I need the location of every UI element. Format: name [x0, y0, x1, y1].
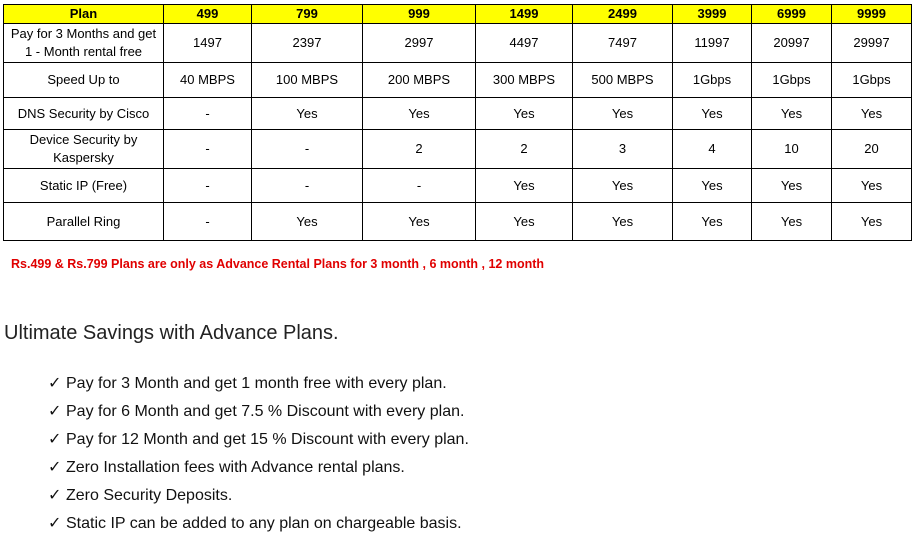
- table-row: [4, 98, 912, 130]
- benefit-text: Static IP can be added to any plan on chargeable basis.: [66, 515, 462, 532]
- table-cell: Yes: [752, 203, 832, 241]
- table-cell: Yes: [363, 203, 476, 241]
- table-cell: 500 MBPS: [573, 63, 673, 98]
- list-item: [48, 485, 469, 513]
- table-cell: 300 MBPS: [476, 63, 573, 98]
- table-cell: -: [164, 169, 252, 203]
- table-cell: 20: [832, 130, 912, 169]
- row-label: DNS Security by Cisco: [4, 98, 164, 130]
- row-label: Speed Up to: [4, 63, 164, 98]
- header-cell: 499: [164, 5, 252, 24]
- table-cell: Yes: [673, 98, 752, 130]
- checkmark-icon: ✓: [48, 459, 62, 476]
- table-cell: Yes: [673, 169, 752, 203]
- header-cell: 6999: [752, 5, 832, 24]
- table-cell: Yes: [752, 169, 832, 203]
- table-cell: Yes: [476, 169, 573, 203]
- table-cell: -: [164, 130, 252, 169]
- table-cell: Yes: [573, 98, 673, 130]
- header-cell: 999: [363, 5, 476, 24]
- header-cell: 9999: [832, 5, 912, 24]
- benefit-text: Pay for 3 Month and get 1 month free with every plan.: [66, 375, 447, 392]
- checkmark-icon: ✓: [48, 375, 62, 392]
- table-cell: 2397: [252, 24, 363, 63]
- list-item: [48, 513, 469, 541]
- table-cell: 2: [476, 130, 573, 169]
- table-cell: -: [363, 169, 476, 203]
- list-item: [48, 429, 469, 457]
- table-cell: Yes: [573, 169, 673, 203]
- table-cell: 10: [752, 130, 832, 169]
- header-cell: 2499: [573, 5, 673, 24]
- table-row: [4, 169, 912, 203]
- table-cell: 2: [363, 130, 476, 169]
- table-cell: Yes: [832, 98, 912, 130]
- table-row: [4, 203, 912, 241]
- row-label: Static IP (Free): [4, 169, 164, 203]
- checkmark-icon: ✓: [48, 403, 62, 420]
- table-cell: 29997: [832, 24, 912, 63]
- table-cell: 11997: [673, 24, 752, 63]
- list-item: [48, 457, 469, 485]
- table-row: [4, 24, 912, 63]
- table-cell: 200 MBPS: [363, 63, 476, 98]
- table-cell: 3: [573, 130, 673, 169]
- table-cell: 1Gbps: [673, 63, 752, 98]
- table-cell: Yes: [252, 203, 363, 241]
- plan-comparison-table: [3, 4, 912, 241]
- header-cell: 799: [252, 5, 363, 24]
- table-cell: 7497: [573, 24, 673, 63]
- table-cell: Yes: [832, 169, 912, 203]
- table-cell: 4: [673, 130, 752, 169]
- table-cell: -: [164, 203, 252, 241]
- checkmark-icon: ✓: [48, 431, 62, 448]
- checkmark-icon: ✓: [48, 515, 62, 532]
- table-cell: Yes: [252, 98, 363, 130]
- row-label: Pay for 3 Months and get 1 - Month rental free: [4, 24, 164, 63]
- row-label: Device Security by Kaspersky: [4, 130, 164, 169]
- table-cell: Yes: [752, 98, 832, 130]
- section-heading: Ultimate Savings with Advance Plans.: [4, 322, 339, 344]
- table-row: [4, 63, 912, 98]
- plan-note: Rs.499 & Rs.799 Plans are only as Advance Rental Plans for 3 month , 6 month , 12 month: [11, 257, 545, 271]
- benefit-text: Zero Security Deposits.: [66, 487, 233, 504]
- table-cell: 1497: [164, 24, 252, 63]
- table-cell: Yes: [363, 98, 476, 130]
- header-cell: Plan: [4, 5, 164, 24]
- table-cell: 1Gbps: [752, 63, 832, 98]
- header-cell: 1499: [476, 5, 573, 24]
- benefit-text: Zero Installation fees with Advance rental plans.: [66, 459, 405, 476]
- table-cell: 40 MBPS: [164, 63, 252, 98]
- table-cell: -: [164, 98, 252, 130]
- table-header-row: [4, 5, 912, 24]
- row-label: Parallel Ring: [4, 203, 164, 241]
- header-cell: 3999: [673, 5, 752, 24]
- table-cell: Yes: [476, 98, 573, 130]
- table-cell: Yes: [573, 203, 673, 241]
- table-cell: 2997: [363, 24, 476, 63]
- benefit-text: Pay for 12 Month and get 15 % Discount with every plan.: [66, 431, 469, 448]
- table-row: [4, 130, 912, 169]
- list-item: [48, 401, 469, 429]
- table-cell: 20997: [752, 24, 832, 63]
- table-cell: 4497: [476, 24, 573, 63]
- benefit-text: Pay for 6 Month and get 7.5 % Discount with every plan.: [66, 403, 465, 420]
- table-cell: Yes: [476, 203, 573, 241]
- table-cell: 100 MBPS: [252, 63, 363, 98]
- table-cell: Yes: [673, 203, 752, 241]
- checkmark-icon: ✓: [48, 487, 62, 504]
- table-cell: -: [252, 130, 363, 169]
- table-cell: 1Gbps: [832, 63, 912, 98]
- table-cell: Yes: [832, 203, 912, 241]
- table-cell: -: [252, 169, 363, 203]
- benefits-list: [48, 373, 469, 541]
- list-item: [48, 373, 469, 401]
